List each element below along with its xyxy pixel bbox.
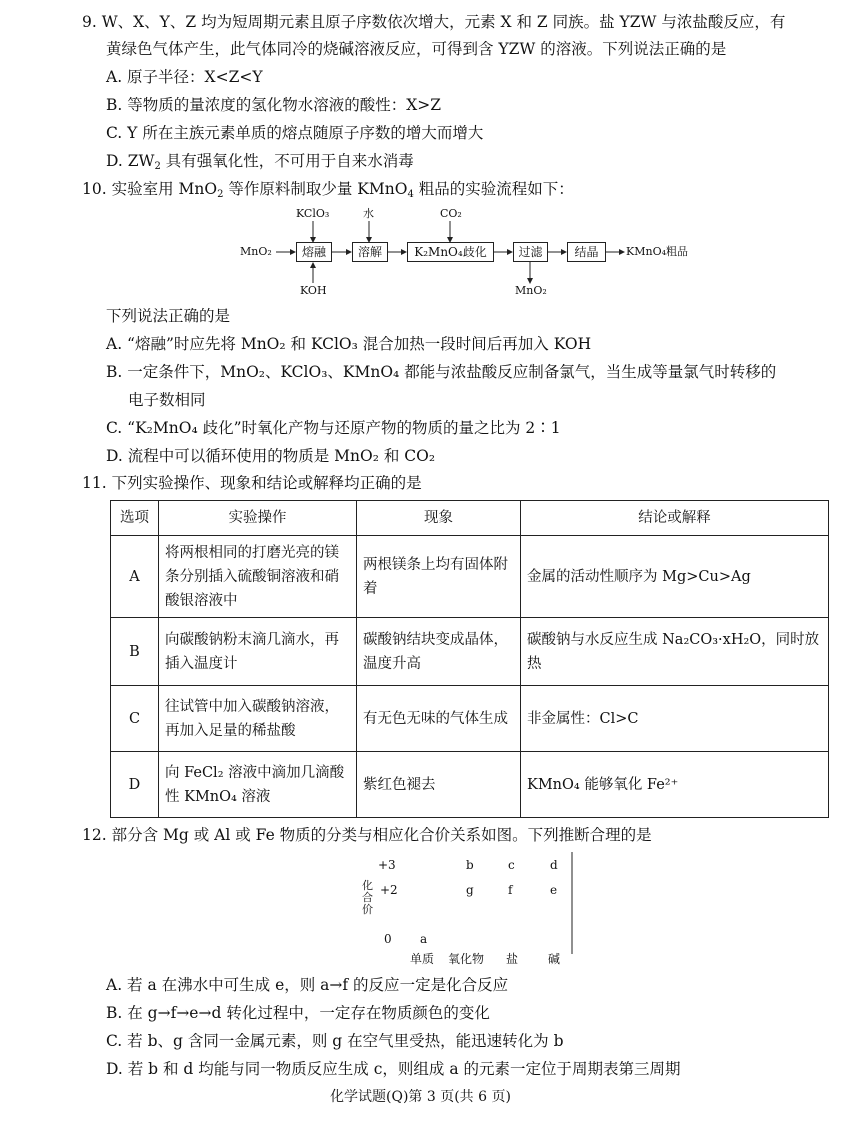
point-g: g bbox=[466, 883, 474, 897]
row-phenomenon: 碳酸钠结块变成晶体，温度升高 bbox=[357, 618, 521, 686]
q12-option-d: D. 若 b 和 d 均能与同一物质反应生成 c，则组成 a 的元素一定位于周期表第三周期 bbox=[106, 1060, 681, 1078]
row-conclusion: 碳酸钠与水反应生成 Na₂CO₃·xH₂O，同时放热 bbox=[521, 618, 829, 686]
q12-option-a: A. 若 a 在沸水中可生成 e，则 a→f 的反应一定是化合反应 bbox=[106, 976, 509, 994]
ytick-zero: 0 bbox=[384, 932, 392, 946]
row-operation: 往试管中加入碳酸钠溶液，再加入足量的稀盐酸 bbox=[159, 686, 357, 752]
point-c: c bbox=[508, 858, 515, 872]
flow-input-co2: CO₂ bbox=[440, 207, 462, 220]
flow-step-crystallize: 结晶 bbox=[567, 242, 606, 262]
header-operation: 实验操作 bbox=[159, 501, 357, 536]
row-conclusion: 非金属性：Cl>C bbox=[521, 686, 829, 752]
row-option: C bbox=[111, 686, 159, 752]
q12-option-b: B. 在 g→f→e→d 转化过程中，一定存在物质颜色的变化 bbox=[106, 1004, 490, 1022]
row-option: A bbox=[111, 536, 159, 618]
header-option: 选项 bbox=[111, 501, 159, 536]
row-operation: 向碳酸钠粉末滴几滴水，再插入温度计 bbox=[159, 618, 357, 686]
q10-stem: 10. 实验室用 MnO$_2$ 等作原料制取少量 KMnO$_4$ 粗品的实验流程如下： bbox=[82, 180, 574, 200]
flow-input-koh: KOH bbox=[300, 284, 327, 297]
xtick-oxide: 氧化物 bbox=[448, 952, 485, 966]
yaxis-label: 化合价 bbox=[362, 879, 373, 916]
flow-input-water: 水 bbox=[363, 207, 374, 220]
q10-lead: 下列说法正确的是 bbox=[106, 307, 231, 325]
flow-input-kclo3: KClO₃ bbox=[296, 207, 330, 220]
q10-option-a: A. “熔融”时应先将 MnO₂ 和 KClO₃ 混合加热一段时间后再加入 KOH bbox=[106, 335, 592, 353]
row-phenomenon: 紫红色褪去 bbox=[357, 752, 521, 818]
header-conclusion: 结论或解释 bbox=[521, 501, 829, 536]
header-phenomenon: 现象 bbox=[357, 501, 521, 536]
experiment-table bbox=[110, 500, 829, 818]
q10-option-b-line1: B. 一定条件下，MnO₂、KClO₃、KMnO₄ 都能与浓盐酸反应制备氯气，当生成等量氯气时转移的 bbox=[106, 363, 777, 381]
point-b: b bbox=[466, 858, 474, 872]
point-a: a bbox=[420, 932, 428, 946]
table-row bbox=[111, 752, 829, 818]
flow-step-melt: 熔融 bbox=[296, 242, 332, 262]
row-phenomenon: 两根镁条上均有固体附着 bbox=[357, 536, 521, 618]
q9-option-d: D. $ZW_2$ 具有强氧化性，不可用于自来水消毒 bbox=[106, 152, 414, 172]
flow-step-dissolve: 溶解 bbox=[352, 242, 388, 262]
table-row bbox=[111, 536, 829, 618]
point-f: f bbox=[508, 883, 513, 897]
point-d: d bbox=[550, 858, 558, 872]
ytick-plus2: +2 bbox=[380, 883, 398, 897]
q9-stem-line1: 9. W、X、Y、Z 均为短周期元素且原子序数依次增大，元素 X 和 Z 同族。盐 YZW 与浓盐酸反应，有 bbox=[82, 13, 786, 31]
table-row bbox=[111, 618, 829, 686]
q12-option-c: C. 若 b、g 含同一金属元素，则 g 在空气里受热，能迅速转化为 b bbox=[106, 1032, 564, 1050]
flow-end-product: KMnO₄粗品 bbox=[626, 245, 688, 258]
point-e: e bbox=[550, 883, 558, 897]
row-option: B bbox=[111, 618, 159, 686]
row-conclusion: KMnO₄ 能够氧化 Fe²⁺ bbox=[521, 752, 829, 818]
q9-option-b: B. 等物质的量浓度的氢化物水溶液的酸性：X>Z bbox=[106, 96, 442, 114]
table-header-row bbox=[111, 501, 829, 536]
xtick-element: 单质 bbox=[410, 952, 435, 966]
q12-stem: 12. 部分含 Mg 或 Al 或 Fe 物质的分类与相应化合价关系如图。下列推断合理的是 bbox=[82, 826, 652, 844]
q10-option-d: D. 流程中可以循环使用的物质是 MnO₂ 和 CO₂ bbox=[106, 447, 436, 465]
row-operation: 将两根相同的打磨光亮的镁条分别插入硫酸铜溶液和硝酸银溶液中 bbox=[159, 536, 357, 618]
flow-step-disproportionation: K₂MnO₄歧化 bbox=[407, 242, 494, 262]
row-operation: 向 FeCl₂ 溶液中滴加几滴酸性 KMnO₄ 溶液 bbox=[159, 752, 357, 818]
ytick-plus3: +3 bbox=[378, 858, 396, 872]
table-row bbox=[111, 686, 829, 752]
flow-step-filter: 过滤 bbox=[513, 242, 548, 262]
process-flow-diagram bbox=[240, 205, 710, 300]
q9-option-c: C. Y 所在主族元素单质的熔点随原子序数的增大而增大 bbox=[106, 124, 484, 142]
row-conclusion: 金属的活动性顺序为 Mg>Cu>Ag bbox=[521, 536, 829, 618]
q10-option-b-line2: 电子数相同 bbox=[128, 391, 206, 409]
row-option: D bbox=[111, 752, 159, 818]
xtick-salt: 盐 bbox=[506, 952, 519, 966]
page-footer: 化学试题(Q)第 3 页(共 6 页) bbox=[330, 1089, 511, 1105]
q11-stem: 11. 下列实验操作、现象和结论或解释均正确的是 bbox=[82, 474, 422, 492]
valence-chart bbox=[360, 850, 580, 970]
xtick-base: 碱 bbox=[548, 952, 561, 966]
q10-option-c: C. “K₂MnO₄ 歧化”时氧化产物与还原产物的物质的量之比为 2∶1 bbox=[106, 419, 561, 437]
q9-stem-line2: 黄绿色气体产生，此气体同冷的烧碱溶液反应，可得到含 YZW 的溶液。下列说法正确的是 bbox=[106, 40, 727, 58]
flow-output-mno2: MnO₂ bbox=[515, 284, 547, 297]
flow-start-mno2: MnO₂ bbox=[240, 245, 272, 258]
q9-option-a: A. 原子半径：X<Z<Y bbox=[106, 68, 263, 86]
row-phenomenon: 有无色无味的气体生成 bbox=[357, 686, 521, 752]
